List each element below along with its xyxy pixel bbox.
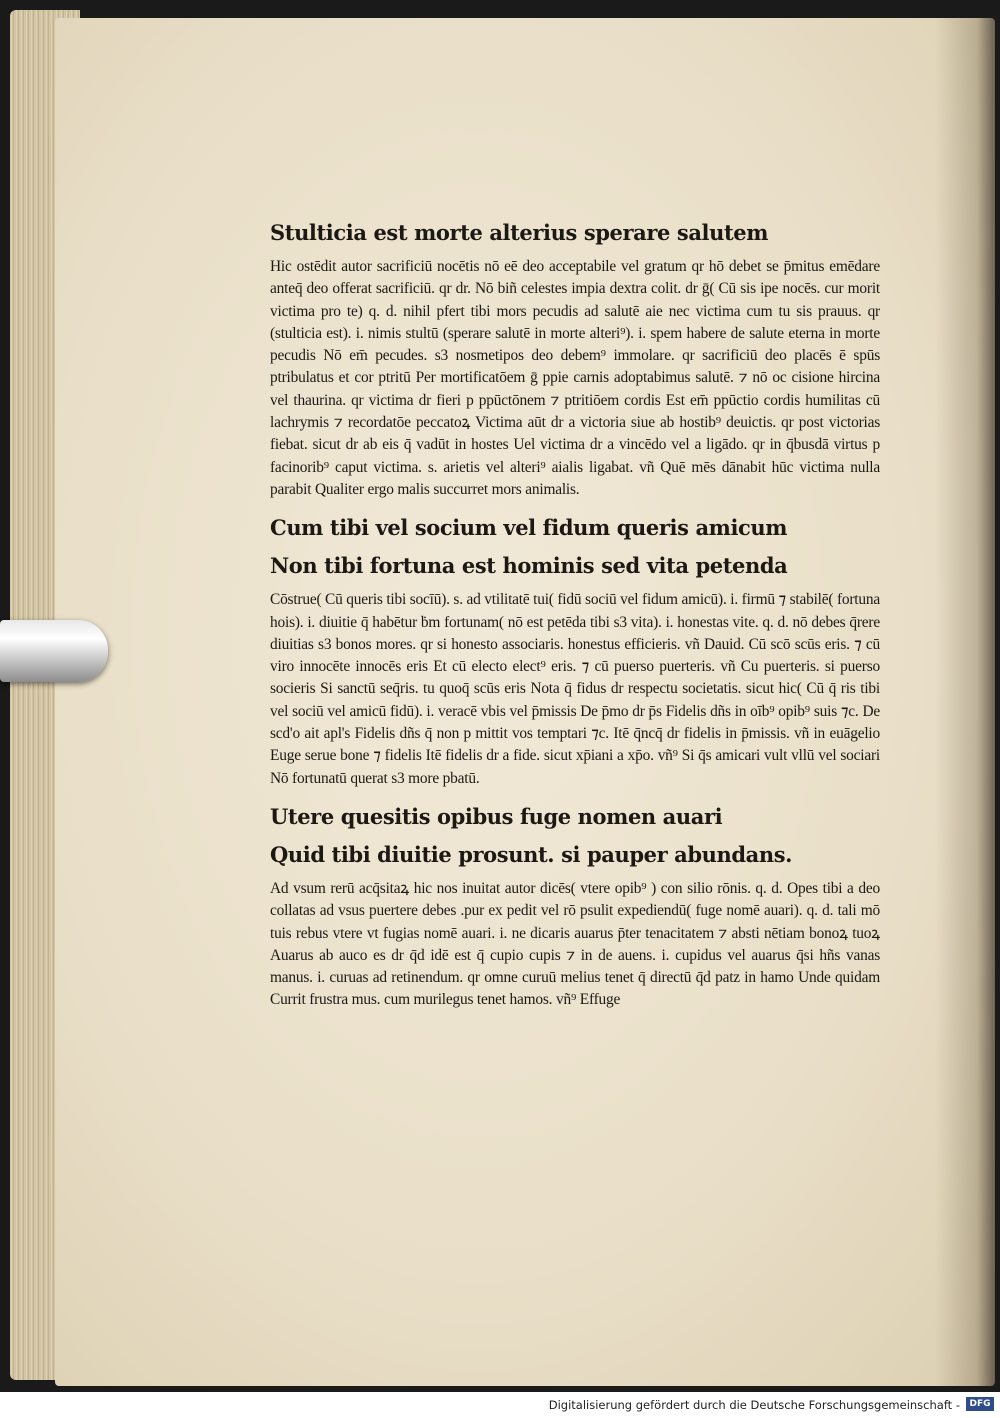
verse-heading-4: Utere quesitis opibus fuge nomen auari (270, 803, 723, 829)
commentary-2: Cōstrue( Cū queris tibi socīū). s. ad vtilitatē tui( fidū sociū vel fidum amicū). i. firmū ⁊ stabilē( fortuna hois). i. diuitie q̄ habētur ḃm fortunam( nō est petēda tibi s3 vita). i. honestas vite. q. d. nō debes q̄rere diuitias s3 bonos mores. qr si honesto associaris. honestus efficieris. vñ Dauid. Cū scō scūs eris. ⁊ cū viro innocēte innocēs eris Et cū electo elect⁹ eris. ⁊ cū puerso puerteris. vñ Cu puerteris. si puerso socieris Si sanctū seq̄ris. tu quoq̄ scūs eris Nota q̄ fidus dr respectu societatis. sicut hic( Cū q̄ ris tibi vel sociū vel amicū fidū). i. veracē vbis vel p̄missis De p̄mo dr p̄s Fidelis dñs in oīb⁹ opib⁹ suis ⁊c. De scd'o ait apl's Fidelis dñs q̄ non p mittit vos temptari ⁊c. Itē q̄ncq̄ dr fidelis in p̄missis. vñ in euāgelio Euge serue bone ⁊ fidelis Itē fidelis dr a fide. sicut xp̄iani a xp̄o. vñ⁹ Si q̄s amicari vult vllū vel sociari Nō fortunatū querat s3 more pbatū. (270, 591, 880, 787)
text-block (270, 218, 880, 1024)
footer-bar (0, 1392, 1000, 1418)
footer-credit: Digitalisierung gefördert durch die Deutsche Forschungsgemeinschaft - (548, 1398, 960, 1412)
verse-heading-2: Cum tibi vel socium vel fidum queris amicum (270, 515, 788, 541)
gutter-shadow (935, 18, 995, 1386)
dfg-logo: DFG (966, 1397, 994, 1411)
commentary-3: Ad vsum rerū acq̄sitaꝝ hic nos inuitat autor dicēs( vtere opib⁹ ) con silio rōnis. q. d. Opes tibi a deo collatas ad vsus puertere debes .pur ex pedit vel rō psulit expediendū( fuge nomē auari). q. d. tali mō tuis rebus vtere vt fugias nomē auari. i. ne dicaris auarus p̄ter tenacitatem ⁊ absti nētiam bonoꝝ tuoꝝ Auarus ab auco es dr q̄d idē est q̄ cupio cupis ⁊ in de auens. i. cupidus vel auarus q̄si hñs vanas manus. i. curuas ad retinendum. qr omne curuū melius tenet q̄ directū q̄d patz in hamo Unde quidam Currit frustra mus. cum murilegus tenet hamos. vñ⁹ Effuge (270, 879, 880, 1009)
verse-heading-3: Non tibi fortuna est hominis sed vita petenda (270, 553, 788, 579)
glass-clamp (0, 620, 108, 682)
verse-heading-5: Quid tibi diuitie prosunt. si pauper abundans. (270, 841, 793, 867)
commentary-1: Hic ostēdit autor sacrificiū nocētis nō eē deo acceptabile vel gratum qr hō debet se p̄mitus emēdare anteq̄ deo offerat sacrificiū. qr dr. Nō biñ celestes impia dextra colit. dr ḡ( Cū sis ipe nocēs. cur morit victima pro te) q. d. nihil pfert tibi mors pecudis ad salutē aie nec victima cum tu sis prauus. qr (stulticia est). i. nimis stultū (sperare salutē in morte alteri⁹). i. spem habere de salute eterna in morte pecudis Nō em̄ pecudes. s3 nosmetipos deo debem⁹ immolare. qr sacrificiū deo placēs ē spūs ptribulatus et cor ptritū Per mortificatōem ḡ ppie carnis adoptabimus salutē. ⁊ nō oc cisione hircina vel thaurina. qr victima dr fieri p ppūctōnem ⁊ ptritiōem cordis Est em̄ ppūctio cordis humilitas cū lachrymis ⁊ recordatōe peccatoꝝ Victima aūt dr a victoria siue ab hostib⁹ deuictis. qr post victorias fiebat. sicut dr ab eis q̄ vadūt in hostes Uel victima dr a vincēdo vel a ligādo. qr in q̄busdā virtus p facinorib⁹ caput victima. s. arietis vel alteri⁹ aialis ligabat. vñ Quē mēs dānabit hūc victima nulla parabit Qualiter ergo malis succurret mors animalis. (270, 258, 880, 498)
verse-heading-1: Stulticia est morte alterius sperare salutem (270, 220, 769, 245)
